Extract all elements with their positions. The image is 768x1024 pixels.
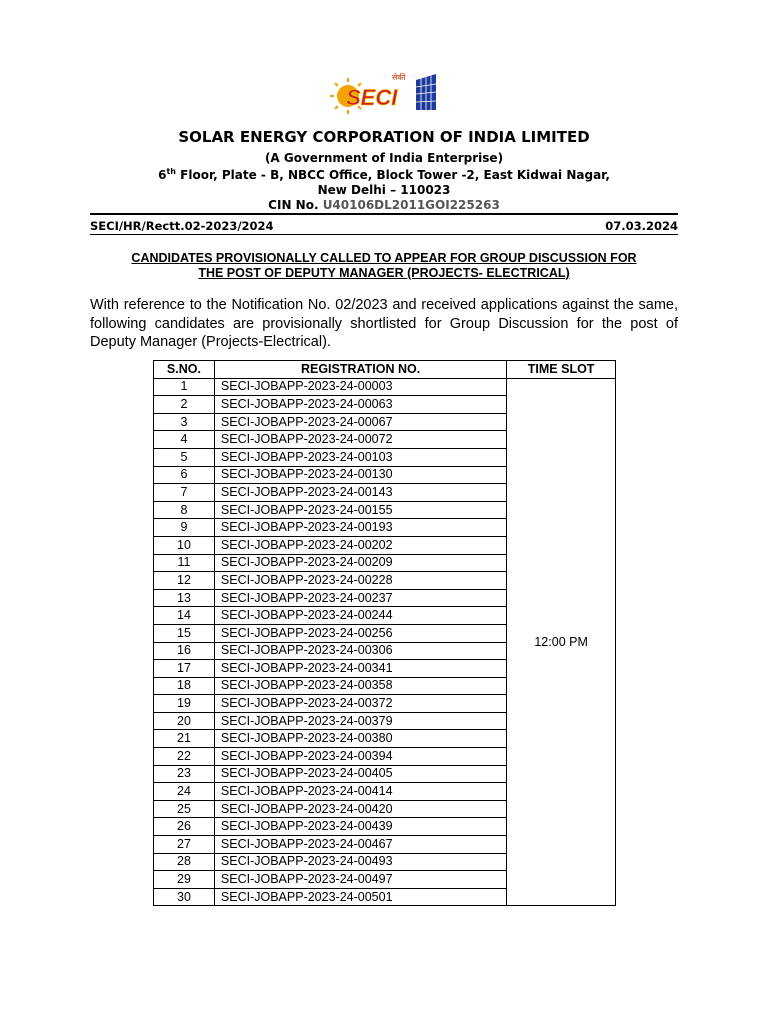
cell-sno: 11: [154, 554, 215, 572]
cell-sno: 12: [154, 572, 215, 590]
candidates-table: [153, 360, 616, 906]
organization-subtitle: (A Government of India Enterprise): [264, 151, 504, 165]
cell-sno: 19: [154, 695, 215, 713]
cell-registration-no: SECI-JOBAPP-2023-24-00394: [214, 748, 506, 766]
cell-registration-no: SECI-JOBAPP-2023-24-00358: [214, 677, 506, 695]
cell-sno: 29: [154, 871, 215, 889]
cell-sno: 8: [154, 501, 215, 519]
cell-sno: 20: [154, 712, 215, 730]
cell-sno: 5: [154, 448, 215, 466]
notice-heading: [90, 251, 678, 281]
cell-sno: 27: [154, 836, 215, 854]
cell-registration-no: SECI-JOBAPP-2023-24-00228: [214, 572, 506, 590]
cell-registration-no: SECI-JOBAPP-2023-24-00306: [214, 642, 506, 660]
cell-sno: 23: [154, 765, 215, 783]
header-time-slot: TIME SLOT: [507, 361, 616, 379]
cell-registration-no: SECI-JOBAPP-2023-24-00155: [214, 501, 506, 519]
cell-sno: 13: [154, 589, 215, 607]
cell-sno: 26: [154, 818, 215, 836]
cell-registration-no: SECI-JOBAPP-2023-24-00379: [214, 712, 506, 730]
cell-registration-no: SECI-JOBAPP-2023-24-00003: [214, 378, 506, 396]
cell-sno: 30: [154, 888, 215, 906]
logo-hindi-text: सेकी: [392, 73, 406, 82]
cell-registration-no: SECI-JOBAPP-2023-24-00256: [214, 624, 506, 642]
cell-registration-no: SECI-JOBAPP-2023-24-00414: [214, 783, 506, 801]
cell-registration-no: SECI-JOBAPP-2023-24-00202: [214, 536, 506, 554]
cell-sno: 21: [154, 730, 215, 748]
cell-sno: 4: [154, 431, 215, 449]
organization-city: New Delhi – 110023: [317, 183, 451, 197]
cell-registration-no: SECI-JOBAPP-2023-24-00143: [214, 484, 506, 502]
cell-time-slot: 12:00 PM: [507, 378, 616, 906]
cell-registration-no: SECI-JOBAPP-2023-24-00493: [214, 853, 506, 871]
cell-sno: 24: [154, 783, 215, 801]
cell-sno: 28: [154, 853, 215, 871]
cell-sno: 18: [154, 677, 215, 695]
logo-text: SECI: [346, 85, 398, 110]
cell-sno: 7: [154, 484, 215, 502]
heading-line-1: CANDIDATES PROVISIONALLY CALLED TO APPEAR FOR GROUP DISCUSSION FOR: [131, 251, 637, 265]
cell-registration-no: SECI-JOBAPP-2023-24-00372: [214, 695, 506, 713]
cell-registration-no: SECI-JOBAPP-2023-24-00405: [214, 765, 506, 783]
cell-registration-no: SECI-JOBAPP-2023-24-00063: [214, 396, 506, 414]
table-header-row: [154, 361, 616, 379]
cell-registration-no: SECI-JOBAPP-2023-24-00467: [214, 836, 506, 854]
header-sno: S.NO.: [154, 361, 215, 379]
reference-number: SECI/HR/Rectt.02-2023/2024: [90, 219, 274, 233]
floor-number: 6: [158, 168, 167, 182]
reference-date: 07.03.2024: [605, 219, 678, 233]
cell-registration-no: SECI-JOBAPP-2023-24-00439: [214, 818, 506, 836]
cin-label: CIN No.: [268, 198, 323, 212]
cell-sno: 10: [154, 536, 215, 554]
cell-registration-no: SECI-JOBAPP-2023-24-00072: [214, 431, 506, 449]
body-paragraph: With reference to the Notification No. 02/2023 and received applications against the same, following candidates are provisionally shortlisted for Group Discussion for the post of Deputy Manager (Projects-Electrical).: [90, 297, 678, 350]
table-row: [154, 378, 616, 396]
organization-address: [0, 167, 768, 182]
cell-sno: 9: [154, 519, 215, 537]
cell-sno: 15: [154, 624, 215, 642]
cin-value: U40106DL2011GOI225263: [322, 198, 500, 212]
cell-sno: 6: [154, 466, 215, 484]
cell-registration-no: SECI-JOBAPP-2023-24-00244: [214, 607, 506, 625]
cell-sno: 14: [154, 607, 215, 625]
cell-sno: 1: [154, 378, 215, 396]
address-text: Floor, Plate - B, NBCC Office, Block Tower -2, East Kidwai Nagar,: [176, 168, 610, 182]
cell-sno: 25: [154, 800, 215, 818]
cell-sno: 3: [154, 413, 215, 431]
cin-line: [0, 198, 768, 212]
cell-registration-no: SECI-JOBAPP-2023-24-00501: [214, 888, 506, 906]
organization-name: SOLAR ENERGY CORPORATION OF INDIA LIMITED: [178, 128, 590, 146]
cell-registration-no: SECI-JOBAPP-2023-24-00380: [214, 730, 506, 748]
floor-suffix: th: [166, 167, 176, 176]
header-registration-no: REGISTRATION NO.: [214, 361, 506, 379]
table-body: [154, 378, 616, 906]
cell-registration-no: SECI-JOBAPP-2023-24-00209: [214, 554, 506, 572]
cell-sno: 2: [154, 396, 215, 414]
cell-registration-no: SECI-JOBAPP-2023-24-00341: [214, 660, 506, 678]
cell-registration-no: SECI-JOBAPP-2023-24-00497: [214, 871, 506, 889]
cell-registration-no: SECI-JOBAPP-2023-24-00420: [214, 800, 506, 818]
reference-line: [90, 213, 678, 233]
cell-registration-no: SECI-JOBAPP-2023-24-00193: [214, 519, 506, 537]
cell-sno: 16: [154, 642, 215, 660]
cell-registration-no: SECI-JOBAPP-2023-24-00103: [214, 448, 506, 466]
cell-sno: 22: [154, 748, 215, 766]
heading-line-2: THE POST OF DEPUTY MANAGER (PROJECTS- ELECTRICAL): [198, 266, 570, 280]
seci-logo: [330, 72, 438, 114]
cell-registration-no: SECI-JOBAPP-2023-24-00130: [214, 466, 506, 484]
cell-registration-no: SECI-JOBAPP-2023-24-00237: [214, 589, 506, 607]
cell-sno: 17: [154, 660, 215, 678]
cell-registration-no: SECI-JOBAPP-2023-24-00067: [214, 413, 506, 431]
